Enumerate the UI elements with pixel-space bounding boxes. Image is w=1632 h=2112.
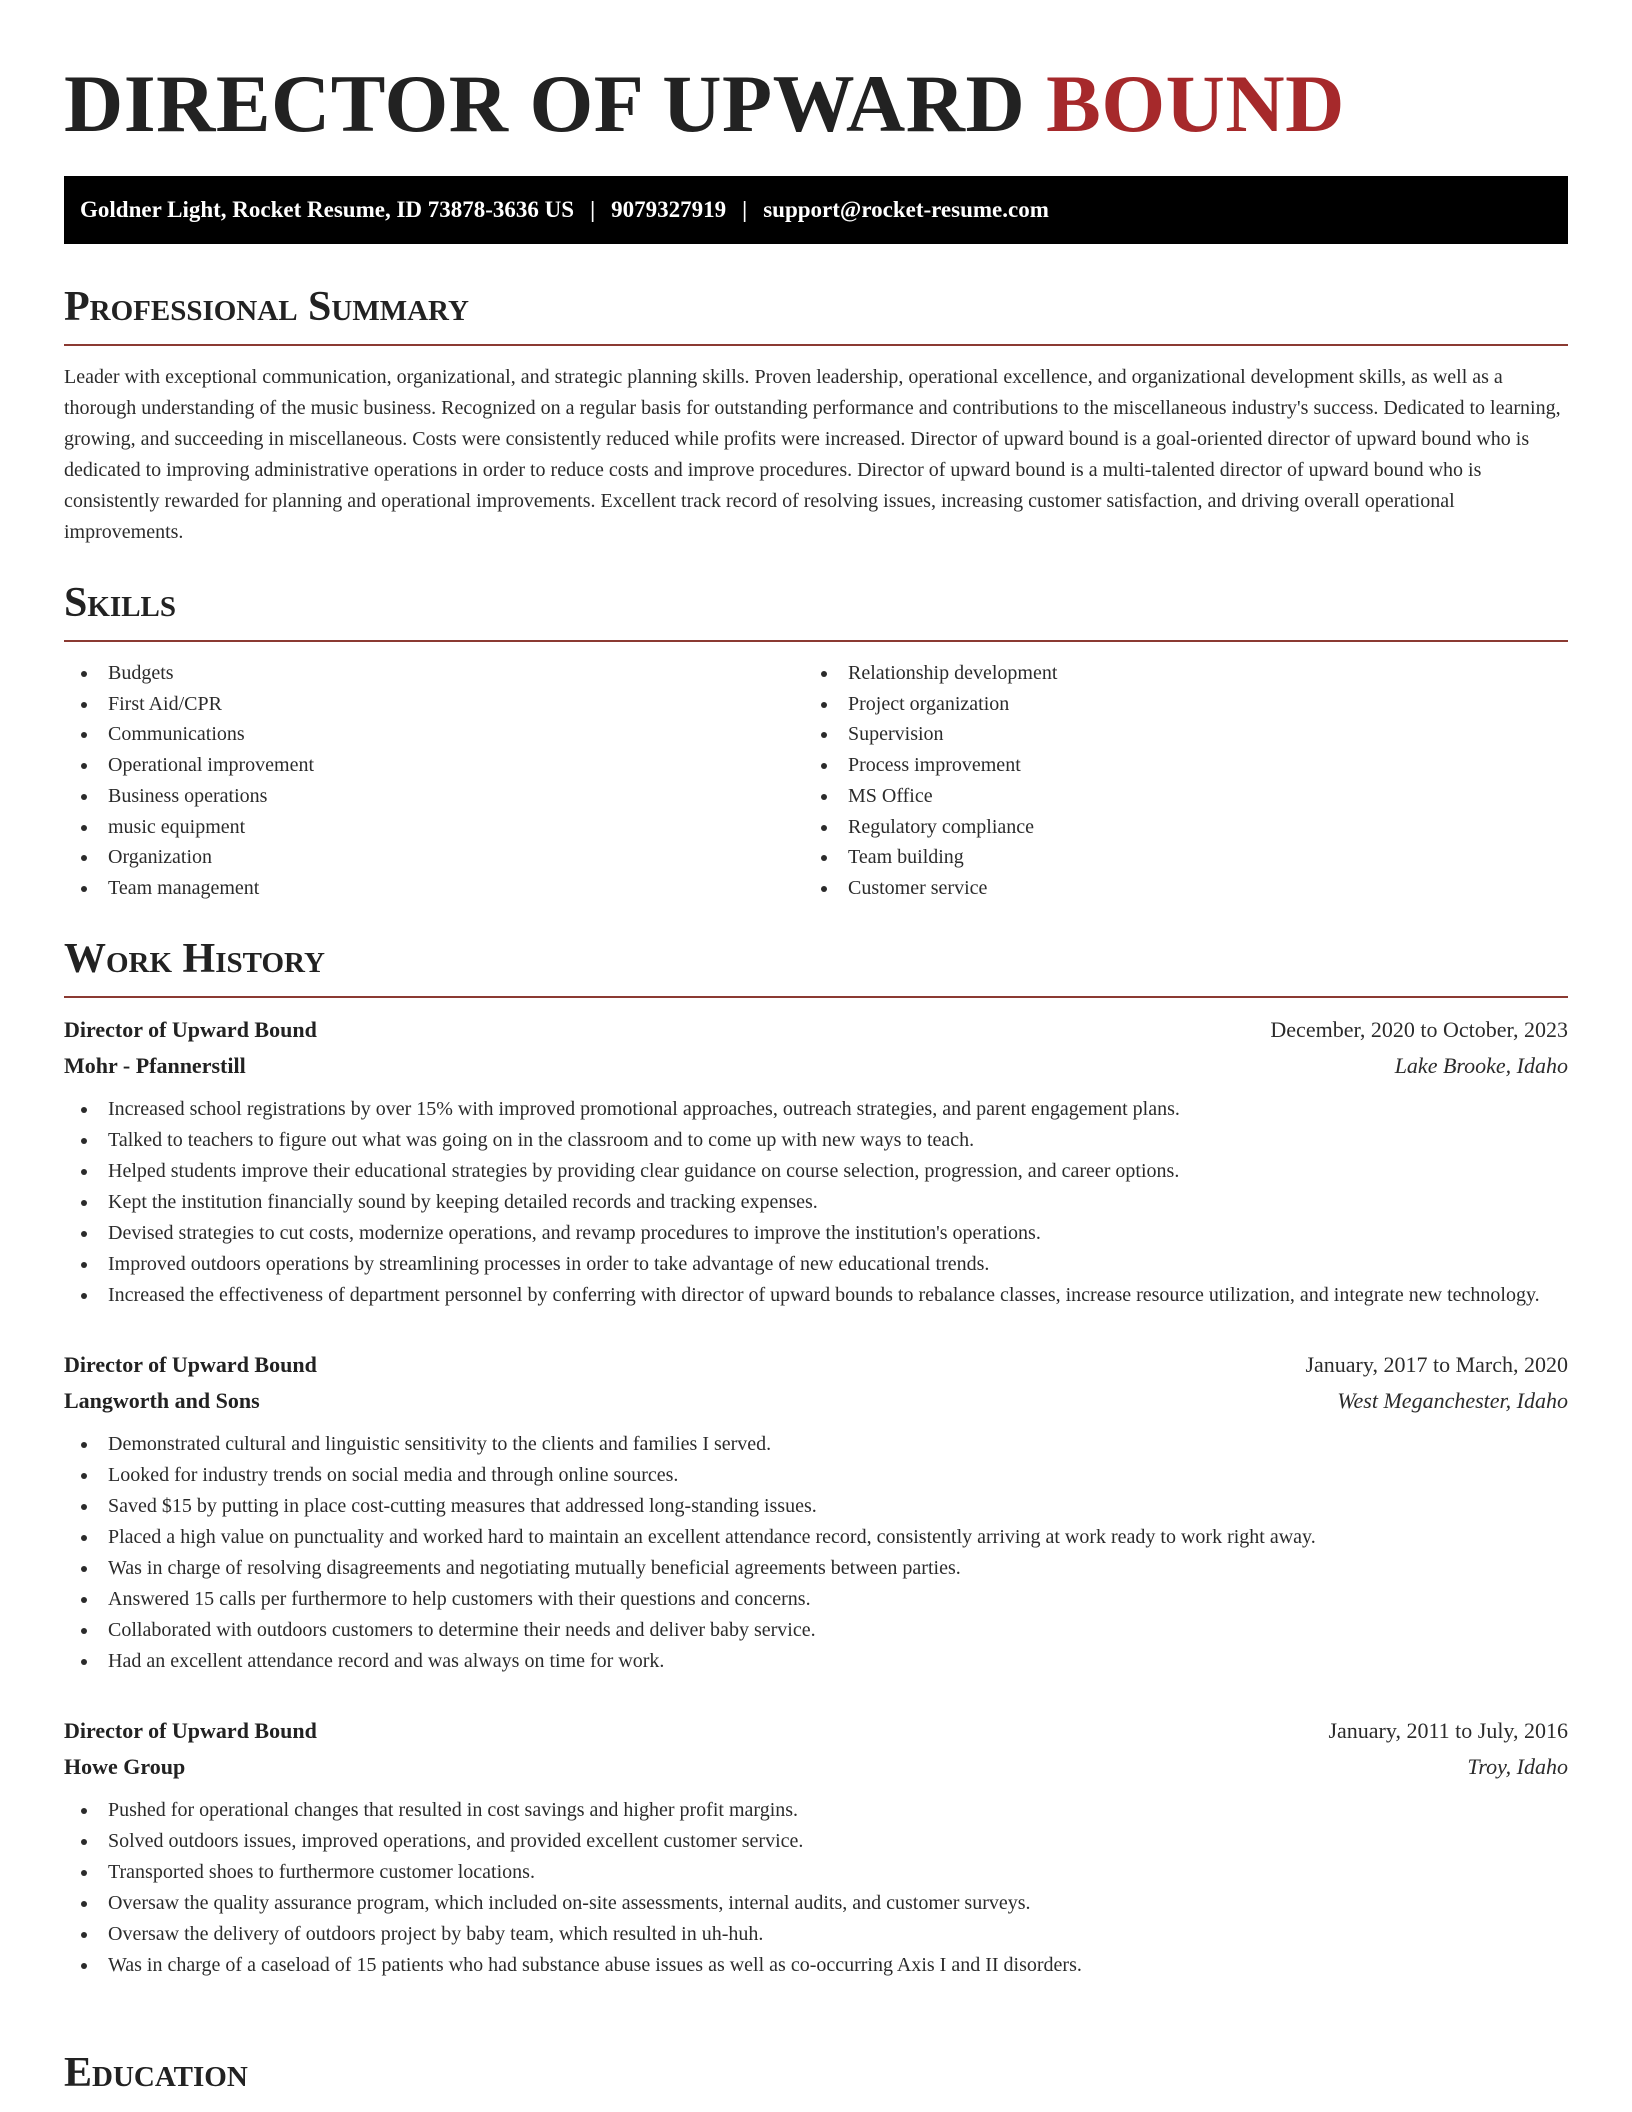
skill-item: Communications xyxy=(64,719,804,750)
skill-item: Customer service xyxy=(804,873,1544,904)
contact-phone: 9079327919 xyxy=(611,197,727,222)
job-title: Director of Upward Bound xyxy=(64,1352,317,1377)
resume-name xyxy=(64,56,1345,152)
job-entry xyxy=(64,1012,1568,1311)
job-entry xyxy=(64,1713,1568,1981)
job-company-row xyxy=(64,1048,1568,1084)
job-bullet: Collaborated with outdoors customers to determine their needs and deliver baby service. xyxy=(64,1615,1568,1646)
education-section xyxy=(64,2046,1568,2110)
job-company: Langworth and Sons xyxy=(64,1388,260,1413)
skill-item: music equipment xyxy=(64,812,804,843)
job-bullet: Solved outdoors issues, improved operations, and provided excellent customer service. xyxy=(64,1826,1568,1857)
contact-separator: | xyxy=(590,197,596,222)
skill-item: Relationship development xyxy=(804,658,1544,689)
job-bullet: Kept the institution financially sound by keeping detailed records and tracking expenses. xyxy=(64,1187,1568,1218)
job-bullet: Pushed for operational changes that resulted in cost savings and higher profit margins. xyxy=(64,1795,1568,1826)
skills-heading: Skills xyxy=(64,576,1568,642)
skill-item: Process improvement xyxy=(804,750,1544,781)
work-history-section xyxy=(64,932,1568,1981)
skill-item: MS Office xyxy=(804,781,1544,812)
job-title: Director of Upward Bound xyxy=(64,1017,317,1042)
job-title: Director of Upward Bound xyxy=(64,1718,317,1743)
skills-column-right xyxy=(804,658,1544,904)
job-location: Troy, Idaho xyxy=(1467,1754,1568,1779)
summary-section xyxy=(64,280,1568,548)
job-dates: January, 2011 to July, 2016 xyxy=(1328,1718,1568,1743)
job-header-row xyxy=(64,1713,1568,1749)
job-bullet: Devised strategies to cut costs, modernize operations, and revamp procedures to improve the institution's operations. xyxy=(64,1218,1568,1249)
skill-item: Organization xyxy=(64,842,804,873)
job-list xyxy=(64,1012,1568,1981)
contact-email: support@rocket-resume.com xyxy=(763,197,1049,222)
name-part-2: BOUND xyxy=(1046,58,1345,149)
work-history-heading: Work History xyxy=(64,932,1568,998)
job-dates: December, 2020 to October, 2023 xyxy=(1270,1017,1568,1042)
job-location: West Meganchester, Idaho xyxy=(1337,1388,1568,1413)
skill-item: Budgets xyxy=(64,658,804,689)
contact-address: Goldner Light, Rocket Resume, ID 73878-3636 US xyxy=(80,197,575,222)
job-bullet: Saved $15 by putting in place cost-cutting measures that addressed long-standing issues. xyxy=(64,1491,1568,1522)
job-bullet: Looked for industry trends on social media and through online sources. xyxy=(64,1460,1568,1491)
job-bullets xyxy=(64,1094,1568,1311)
summary-text: Leader with exceptional communication, organizational, and strategic planning skills. Proven leadership, operational excellence, and organizational development skills, as well as a thorough understanding of the music business. Recognized on a regular basis for outstanding performance and contributions to the miscellaneous industry's success. Dedicated to learning, growing, and succeeding in miscellaneous. Costs were consistently reduced while profits were increased. Director of upward bound is a goal-oriented director of upward bound who is dedicated to improving administrative operations in order to reduce costs and improve procedures. Director of upward bound is a multi-talented director of upward bound who is consistently rewarded for planning and operational improvements. Excellent track record of resolving issues, increasing customer satisfaction, and driving overall operational improvements. xyxy=(64,366,1561,543)
skill-item: First Aid/CPR xyxy=(64,689,804,720)
job-entry xyxy=(64,1347,1568,1677)
skill-item: Team management xyxy=(64,873,804,904)
job-bullets xyxy=(64,1795,1568,1981)
job-header-row xyxy=(64,1347,1568,1383)
contact-bar xyxy=(64,176,1568,244)
job-company: Howe Group xyxy=(64,1754,186,1779)
contact-separator: | xyxy=(742,197,748,222)
job-bullet: Oversaw the quality assurance program, which included on-site assessments, internal audits, and customer surveys. xyxy=(64,1888,1568,1919)
skill-item: Supervision xyxy=(804,719,1544,750)
job-bullet: Transported shoes to furthermore customer locations. xyxy=(64,1857,1568,1888)
job-bullet: Placed a high value on punctuality and worked hard to maintain an excellent attendance record, consistently arriving at work ready to work right away. xyxy=(64,1522,1568,1553)
job-bullet: Helped students improve their educational strategies by providing clear guidance on course selection, progression, and career options. xyxy=(64,1156,1568,1187)
skill-item: Regulatory compliance xyxy=(804,812,1544,843)
skills-section xyxy=(64,576,1568,904)
job-bullet: Talked to teachers to figure out what was going on in the classroom and to come up with new ways to teach. xyxy=(64,1125,1568,1156)
skills-grid xyxy=(64,658,1568,904)
job-bullet: Increased school registrations by over 15% with improved promotional approaches, outreach strategies, and parent engagement plans. xyxy=(64,1094,1568,1125)
job-bullet: Was in charge of resolving disagreements and negotiating mutually beneficial agreements between parties. xyxy=(64,1553,1568,1584)
skill-item: Team building xyxy=(804,842,1544,873)
job-bullet: Oversaw the delivery of outdoors project by baby team, which resulted in uh-huh. xyxy=(64,1919,1568,1950)
job-location: Lake Brooke, Idaho xyxy=(1394,1053,1568,1078)
skill-item: Operational improvement xyxy=(64,750,804,781)
job-bullets xyxy=(64,1429,1568,1677)
job-bullet: Was in charge of a caseload of 15 patients who had substance abuse issues as well as co-occurring Axis I and II disorders. xyxy=(64,1950,1568,1981)
education-heading: Education xyxy=(64,2050,248,2096)
skills-column-left xyxy=(64,658,804,904)
job-company-row xyxy=(64,1749,1568,1785)
job-company-row xyxy=(64,1383,1568,1419)
job-bullet: Answered 15 calls per furthermore to help customers with their questions and concerns. xyxy=(64,1584,1568,1615)
job-bullet: Increased the effectiveness of department personnel by conferring with director of upward bounds to rebalance classes, increase resource utilization, and integrate new technology. xyxy=(64,1280,1568,1311)
skill-item: Project organization xyxy=(804,689,1544,720)
job-bullet: Had an excellent attendance record and was always on time for work. xyxy=(64,1646,1568,1677)
job-company: Mohr - Pfannerstill xyxy=(64,1053,246,1078)
job-header-row xyxy=(64,1012,1568,1048)
skill-item: Business operations xyxy=(64,781,804,812)
name-part-1: DIRECTOR OF UPWARD xyxy=(64,58,1026,149)
job-bullet: Demonstrated cultural and linguistic sensitivity to the clients and families I served. xyxy=(64,1429,1568,1460)
job-bullet: Improved outdoors operations by streamlining processes in order to take advantage of new educational trends. xyxy=(64,1249,1568,1280)
summary-heading: Professional Summary xyxy=(64,280,1568,346)
job-dates: January, 2017 to March, 2020 xyxy=(1305,1352,1568,1377)
